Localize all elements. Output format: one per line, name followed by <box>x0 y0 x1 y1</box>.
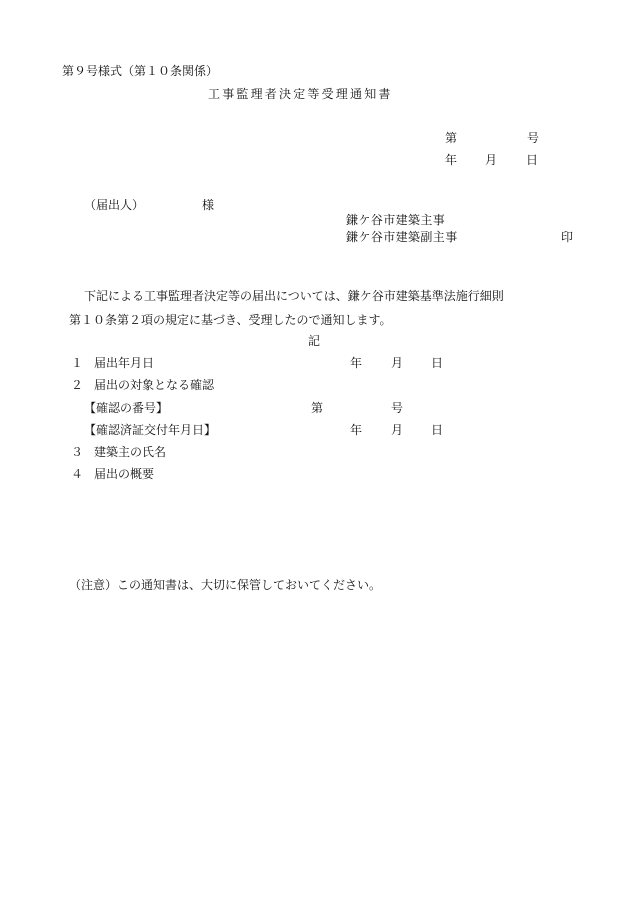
item-1-day: 日 <box>431 356 444 370</box>
doc-date-year: 年 <box>445 153 458 167</box>
body-text-line-2: 第１０条第２項の規定に基づき、受理したので通知します。 <box>69 313 392 327</box>
issuer-line-2: 鎌ケ谷市建築副主事 <box>346 230 458 244</box>
item-1-month: 月 <box>391 356 404 370</box>
addressee-honorific: 様 <box>202 198 215 212</box>
ki-heading: 記 <box>308 334 321 348</box>
doc-date-month: 月 <box>485 153 498 167</box>
item-1-number: １ <box>71 356 84 370</box>
item-2-number: ２ <box>71 378 84 392</box>
item-4-label: 届出の概要 <box>94 467 155 481</box>
seal-mark: 印 <box>561 230 574 244</box>
item-3-number: ３ <box>71 445 84 459</box>
doc-number-prefix: 第 <box>445 131 458 145</box>
issuer-line-1: 鎌ケ谷市建築主事 <box>346 213 446 227</box>
doc-date-day: 日 <box>526 153 539 167</box>
issuance-date-label: 【確認済証交付年月日】 <box>84 423 217 437</box>
confirmation-number-suffix: 号 <box>391 401 404 415</box>
confirmation-number-label: 【確認の番号】 <box>84 401 169 415</box>
issuance-date-year: 年 <box>350 423 363 437</box>
document-title: 工事監理者決定等受理通知書 <box>208 87 393 101</box>
issuance-date-day: 日 <box>431 423 444 437</box>
item-3-label: 建築主の氏名 <box>94 445 167 459</box>
issuance-date-month: 月 <box>391 423 404 437</box>
doc-number-suffix: 号 <box>527 131 540 145</box>
item-4-number: ４ <box>71 467 84 481</box>
addressee-label: （届出人） <box>84 198 145 212</box>
confirmation-number-prefix: 第 <box>311 401 324 415</box>
item-1-label: 届出年月日 <box>94 356 155 370</box>
body-text-line-1: 下記による工事監理者決定等の届出については、鎌ケ谷市建築基準法施行細則 <box>84 289 504 303</box>
note-text: （注意）この通知書は、大切に保管しておいてください。 <box>69 578 382 592</box>
item-1-year: 年 <box>350 356 363 370</box>
form-number: 第９号様式（第１０条関係） <box>62 64 219 78</box>
item-2-label: 届出の対象となる確認 <box>94 378 215 392</box>
